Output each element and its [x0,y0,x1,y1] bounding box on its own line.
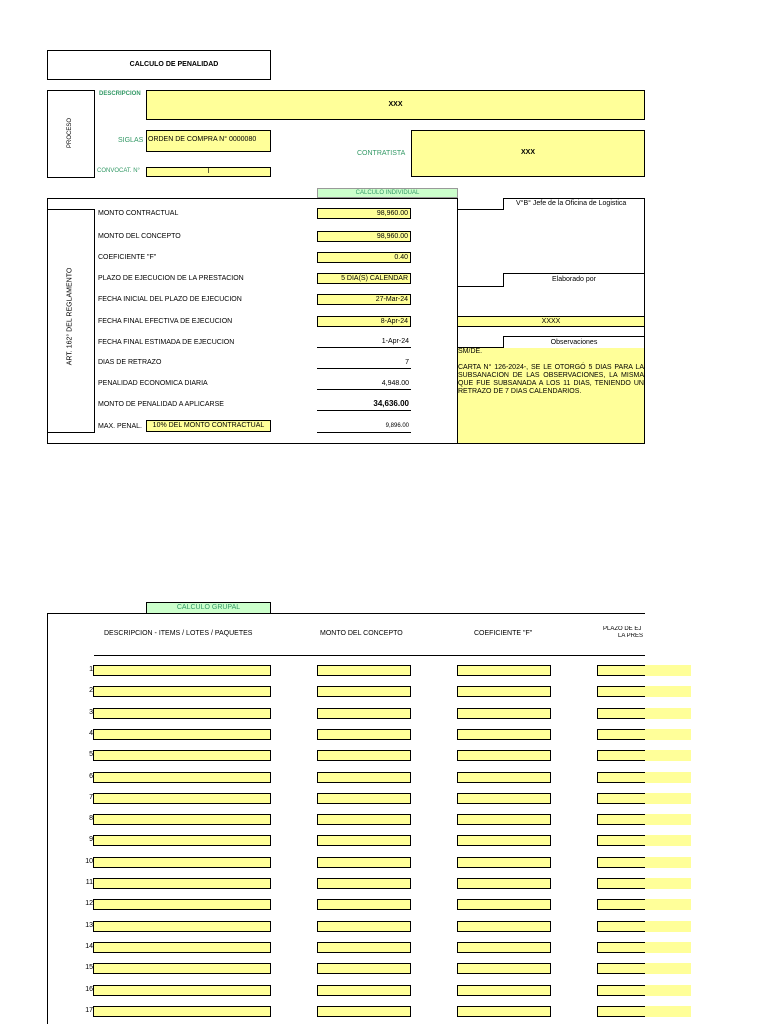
grupal-row-number: 6 [89,773,93,780]
grupal-coef-cell[interactable] [457,729,551,740]
grupal-coef-cell[interactable] [457,963,551,974]
grupal-descripcion-cell[interactable] [93,857,271,868]
grupal-monto-cell[interactable] [317,985,411,996]
grupal-monto-cell[interactable] [317,708,411,719]
grupal-monto-cell[interactable] [317,772,411,783]
col-header-descripcion: DESCRIPCION - ITEMS / LOTES / PAQUETES [104,630,253,637]
grupal-plazo-cell[interactable] [597,963,645,974]
row-value-monto-concepto[interactable]: 98,960.00 [317,231,411,242]
elaborado-line [457,286,504,287]
row-label-monto-contractual: MONTO CONTRACTUAL [98,210,179,217]
row-value-monto-contractual[interactable]: 98,960.00 [317,208,411,219]
observaciones-text: CARTA N° 126-2024-, SE LE OTORGÓ 5 DIAS PARA LA SUBSANACION DE LAS OBSERVACIONES, LA MISMA QUE FUE SUBSANADA A LOS 11 DIAS, TENIENDO UN RETRAZO DE 7 DIAS CALENDARIOS. [458,364,644,395]
elaborado-label: Elaborado por [552,276,596,283]
grupal-extra-cell[interactable] [645,793,691,804]
tab-calculo-grupal[interactable] [146,602,271,613]
grupal-plazo-cell[interactable] [597,814,645,825]
grupal-descripcion-cell[interactable] [93,878,271,889]
max-penal-label: MAX. PENAL. [98,423,142,430]
tab-calculo-individual-label: CALCULO INDIVIDUAL [355,190,420,196]
grupal-extra-cell[interactable] [645,857,691,868]
tab-calculo-individual[interactable] [317,188,458,198]
convocat-label: CONVOCAT. N° [97,168,140,174]
grupal-row-number: 4 [89,730,93,737]
grupal-descripcion-cell[interactable] [93,1006,271,1017]
grupal-extra-cell[interactable] [645,942,691,953]
grupal-extra-cell[interactable] [645,814,691,825]
contratista-value: XXX [520,149,535,156]
row-label-monto-penalidad: MONTO DE PENALIDAD A APLICARSE [98,401,224,408]
grupal-monto-cell[interactable] [317,899,411,910]
grupal-extra-cell[interactable] [645,729,691,740]
grupal-extra-cell[interactable] [645,899,691,910]
col-header-plazo-2: LA PRES [618,633,644,639]
grupal-coef-cell[interactable] [457,942,551,953]
grupal-descripcion-cell[interactable] [93,686,271,697]
siglas-label: SIGLAS [118,137,144,144]
grupal-descripcion-cell[interactable] [93,665,271,676]
grupal-coef-cell[interactable] [457,835,551,846]
row-label-penalidad-diaria: PENALIDAD ECONOMICA DIARIA [98,380,208,387]
grupal-extra-cell[interactable] [645,835,691,846]
grupal-row-number: 2 [89,687,93,694]
grupal-monto-cell[interactable] [317,814,411,825]
grupal-monto-cell[interactable] [317,750,411,761]
grupal-coef-cell[interactable] [457,750,551,761]
grupal-row-number: 15 [85,964,93,971]
grupal-row-number: 13 [85,922,93,929]
siglas-field[interactable] [146,130,271,152]
row-value-monto-penalidad: 34,636.00 [317,399,411,411]
grupal-coef-cell[interactable] [457,665,551,676]
grupal-plazo-cell[interactable] [597,708,645,719]
max-penal-value: 9,896.00 [317,422,411,433]
siglas-value: ORDEN DE COMPRA N° 0000080 [148,136,257,143]
grupal-descripcion-cell[interactable] [93,921,271,932]
grupal-row-number: 17 [85,1007,93,1014]
row-label-plazo: PLAZO DE EJECUCION DE LA PRESTACION [98,275,244,282]
grupal-monto-cell[interactable] [317,729,411,740]
grupal-row-number: 7 [89,794,93,801]
observaciones-label: Observaciones [550,339,598,346]
grupal-plazo-cell[interactable] [597,857,645,868]
col-header-plazo-1: PLAZO DE EJ [603,626,642,632]
individual-bottom-line [47,443,645,444]
tab-calculo-grupal-label: CALCULO GRUPAL [176,604,241,611]
row-value-plazo[interactable]: 5 DIA(S) CALENDAR [317,273,411,284]
row-value-penalidad-diaria: 4,948.00 [317,379,411,390]
grupal-extra-cell[interactable] [645,708,691,719]
row-value-fecha-final-efectiva[interactable]: 8-Apr-24 [317,316,411,327]
title-box [47,50,271,80]
grupal-coef-cell[interactable] [457,686,551,697]
observaciones-line1: SM/DE. [458,348,483,355]
grupal-plazo-cell[interactable] [597,729,645,740]
grupal-descripcion-cell[interactable] [93,963,271,974]
grupal-plazo-cell[interactable] [597,942,645,953]
grupal-plazo-cell[interactable] [597,1006,645,1017]
contratista-label: CONTRATISTA [357,150,406,157]
row-value-fecha-final-estimada: 1-Apr-24 [317,337,411,348]
grupal-extra-cell[interactable] [645,772,691,783]
grupal-plazo-cell[interactable] [597,921,645,932]
max-penal-select[interactable] [146,420,271,432]
grupal-row-number: 16 [85,986,93,993]
grupal-row-number: 12 [85,900,93,907]
page-title: CALCULO DE PENALIDAD [129,61,219,68]
grupal-descripcion-cell[interactable] [93,750,271,761]
grupal-monto-cell[interactable] [317,921,411,932]
grupal-plazo-cell[interactable] [597,985,645,996]
grupal-plazo-cell[interactable] [597,686,645,697]
row-value-coeficiente[interactable]: 0.40 [317,252,411,263]
grupal-row-number: 1 [89,666,93,673]
grupal-monto-cell[interactable] [317,878,411,889]
grupal-plazo-cell[interactable] [597,793,645,804]
row-label-fecha-inicial: FECHA INICIAL DEL PLAZO DE EJECUCION [98,296,242,303]
grupal-extra-cell[interactable] [645,878,691,889]
jefe-label: V°B° Jefe de la Oficina de Logistica [516,200,627,207]
grupal-coef-cell[interactable] [457,878,551,889]
grupal-plazo-cell[interactable] [597,772,645,783]
proceso-side-label: PROCESO [67,118,73,149]
grupal-monto-cell[interactable] [317,835,411,846]
grupal-extra-cell[interactable] [645,686,691,697]
convocat-value: I [207,168,210,175]
individual-side-label: ART. 162° DEL REGLAMENTO [66,267,74,366]
grupal-descripcion-cell[interactable] [93,729,271,740]
grupal-plazo-cell[interactable] [597,665,645,676]
grupal-row-number: 11 [85,879,93,886]
right-panel-hline-top [457,209,504,210]
grupal-monto-cell[interactable] [317,793,411,804]
grupal-plazo-cell[interactable] [597,835,645,846]
grupal-header-line [94,655,645,656]
grupal-extra-cell[interactable] [645,921,691,932]
grupal-monto-cell[interactable] [317,942,411,953]
grupal-descripcion-cell[interactable] [93,835,271,846]
row-label-fecha-final-estimada: FECHA FINAL ESTIMADA DE EJECUCION [98,339,235,346]
convocat-field[interactable] [146,167,271,177]
grupal-coef-cell[interactable] [457,921,551,932]
grupal-descripcion-cell[interactable] [93,942,271,953]
grupal-extra-cell[interactable] [645,665,691,676]
grupal-coef-cell[interactable] [457,857,551,868]
grupal-descripcion-cell[interactable] [93,772,271,783]
grupal-coef-cell[interactable] [457,899,551,910]
col-header-monto: MONTO DEL CONCEPTO [320,630,403,637]
grupal-row-number: 10 [85,858,93,865]
grupal-coef-cell[interactable] [457,814,551,825]
grupal-plazo-cell[interactable] [597,750,645,761]
grupal-plazo-cell[interactable] [597,878,645,889]
grupal-extra-cell[interactable] [645,750,691,761]
grupal-coef-cell[interactable] [457,772,551,783]
row-label-fecha-final-efectiva: FECHA FINAL EFECTIVA DE EJECUCION [98,318,233,325]
grupal-descripcion-cell[interactable] [93,708,271,719]
grupal-row-number: 5 [89,751,93,758]
grupal-monto-cell[interactable] [317,857,411,868]
descripcion-value: XXX [388,101,403,108]
grupal-monto-cell[interactable] [317,963,411,974]
row-value-fecha-inicial[interactable]: 27-Mar-24 [317,294,411,305]
grupal-descripcion-cell[interactable] [93,985,271,996]
row-value-dias-retrazo: 7 [317,358,411,369]
grupal-extra-cell[interactable] [645,1006,691,1017]
elaborado-value-field[interactable] [457,316,645,327]
row-label-monto-concepto: MONTO DEL CONCEPTO [98,233,181,240]
max-penal-option: 10% DEL MONTO CONTRACTUAL [152,422,265,429]
row-label-coeficiente: COEFICIENTE "F" [98,254,157,261]
descripcion-field[interactable] [146,90,645,120]
grupal-descripcion-cell[interactable] [93,814,271,825]
grupal-monto-cell[interactable] [317,686,411,697]
grupal-row-number: 9 [89,836,93,843]
grupal-monto-cell[interactable] [317,1006,411,1017]
descripcion-label: DESCRIPCION [99,91,141,97]
row-label-dias-retrazo: DIAS DE RETRAZO [98,359,162,366]
grupal-row-number: 14 [85,943,93,950]
grupal-extra-cell[interactable] [645,963,691,974]
grupal-monto-cell[interactable] [317,665,411,676]
grupal-coef-cell[interactable] [457,1006,551,1017]
grupal-descripcion-cell[interactable] [93,899,271,910]
grupal-row-number: 8 [89,815,93,822]
grupal-plazo-cell[interactable] [597,899,645,910]
grupal-row-number: 3 [89,709,93,716]
grupal-descripcion-cell[interactable] [93,793,271,804]
grupal-coef-cell[interactable] [457,708,551,719]
contratista-field[interactable] [411,130,645,177]
grupal-extra-cell[interactable] [645,985,691,996]
grupal-coef-cell[interactable] [457,985,551,996]
col-header-coef: COEFICIENTE "F" [474,630,533,637]
grupal-coef-cell[interactable] [457,793,551,804]
elaborado-value: XXXX [541,318,561,325]
